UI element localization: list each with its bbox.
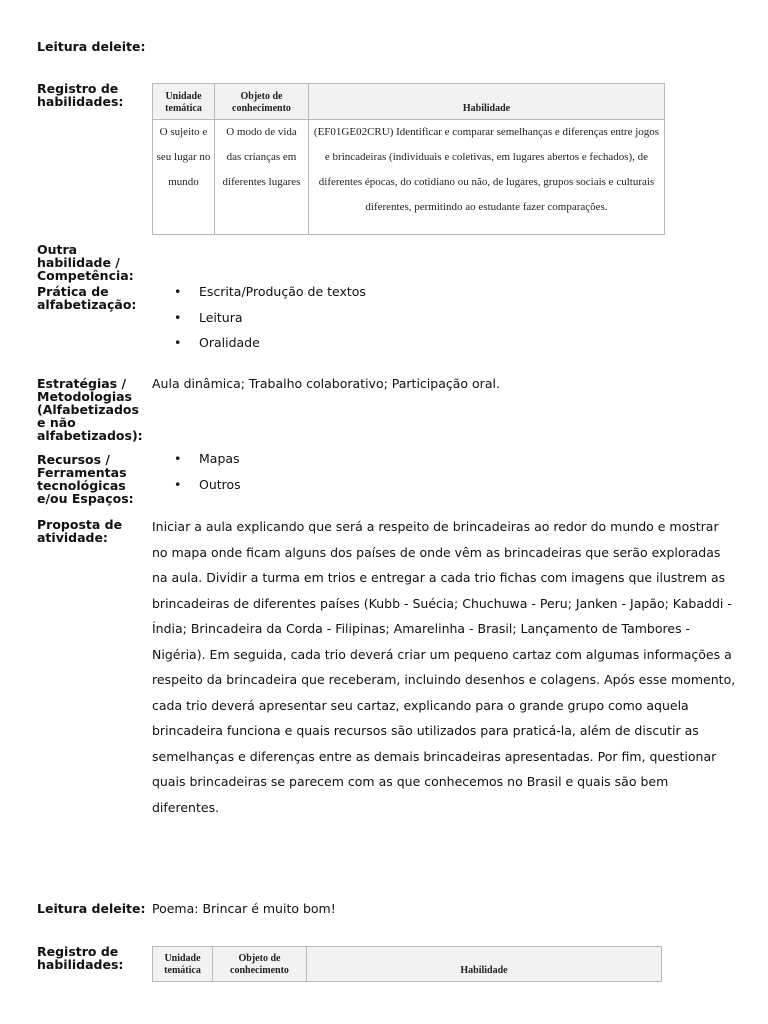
cell-objeto: O modo de vida das crianças em diferentes lugares xyxy=(215,120,309,235)
header-objeto: Objeto de conhecimento xyxy=(213,947,307,982)
header-unidade: Unidade temática xyxy=(153,947,213,982)
registro-habilidades-label-2: Registro de habilidades: xyxy=(37,944,124,972)
header-habilidade: Habilidade xyxy=(309,84,665,120)
leitura-deleite-text: Poema: Brincar é muito bom! xyxy=(152,901,336,916)
pratica-list xyxy=(174,284,366,361)
pratica-alfabetizacao-label: Prática de alfabetização: xyxy=(37,284,137,312)
recursos-list xyxy=(174,451,241,502)
cell-habilidade: (EF01GE02CRU) Identificar e comparar semelhanças e diferenças entre jogos e brincadeiras (individuais e coletivas, em lugares abertos e fechados), de diferentes épocas, do cotidiano ou não, de lugares, grupos sociais e culturais diferentes, permitindo ao estudante fazer comparações. xyxy=(309,120,665,235)
habilidades-table-2 xyxy=(152,946,662,982)
leitura-deleite-label: Leitura deleite: xyxy=(37,39,146,54)
header-objeto: Objeto de conhecimento xyxy=(215,84,309,120)
recursos-label: Recursos / Ferramentas tecnológicas e/ou Espaços: xyxy=(37,452,134,506)
list-item: • Escrita/Produção de textos xyxy=(174,284,366,310)
outra-habilidade-label: Outra habilidade / Competência: xyxy=(37,242,134,283)
table-header-row xyxy=(153,947,662,982)
registro-habilidades-label: Registro de habilidades: xyxy=(37,81,124,109)
table-row xyxy=(153,120,665,235)
header-unidade: Unidade temática xyxy=(153,84,215,120)
cell-unidade: O sujeito e seu lugar no mundo xyxy=(153,120,215,235)
table-header-row xyxy=(153,84,665,120)
proposta-text: Iniciar a aula explicando que será a respeito de brincadeiras ao redor do mundo e mostrar no mapa onde ficam alguns dos países de onde vêm as brincadeiras que serão exploradas na aula. Dividir a turma em trios e entregar a cada trio fichas com imagens que ilustrem as brincadeiras de diferentes países (Kubb - Suécia; Chuchuwa - Peru; Janken - Japão; Kabaddi - Índia; Brincadeira da Corda - Filipinas; Amarelinha - Brasil; Lançamento de Tambores - Nigéria). Em seguida, cada trio deverá criar um pequeno cartaz com algumas informações a respeito da brincadeira que receberam, incluindo desenhos e colagens. Após esse momento, cada trio deverá apresentar seu cartaz, explicando para o grande grupo como aquela brincadeira funciona e quais recursos são utilizados para praticá-la, além de discutir as semelhanças e diferenças entre as demais brincadeiras apresentadas. Por fim, questionar quais brincadeiras se parecem com as que conhecemos no Brasil e quais são bem diferentes. xyxy=(152,519,736,815)
list-item: • Outros xyxy=(174,477,241,503)
list-item: • Mapas xyxy=(174,451,241,477)
habilidades-table xyxy=(152,83,665,235)
list-item: • Oralidade xyxy=(174,335,366,361)
proposta-label: Proposta de atividade: xyxy=(37,517,123,545)
header-habilidade: Habilidade xyxy=(307,947,662,982)
estrategias-text: Aula dinâmica; Trabalho colaborativo; Participação oral. xyxy=(152,376,500,391)
leitura-deleite-label-2: Leitura deleite: xyxy=(37,901,146,916)
list-item: • Leitura xyxy=(174,310,366,336)
estrategias-label: Estratégias / Metodologias (Alfabetizados e não alfabetizados): xyxy=(37,376,143,443)
